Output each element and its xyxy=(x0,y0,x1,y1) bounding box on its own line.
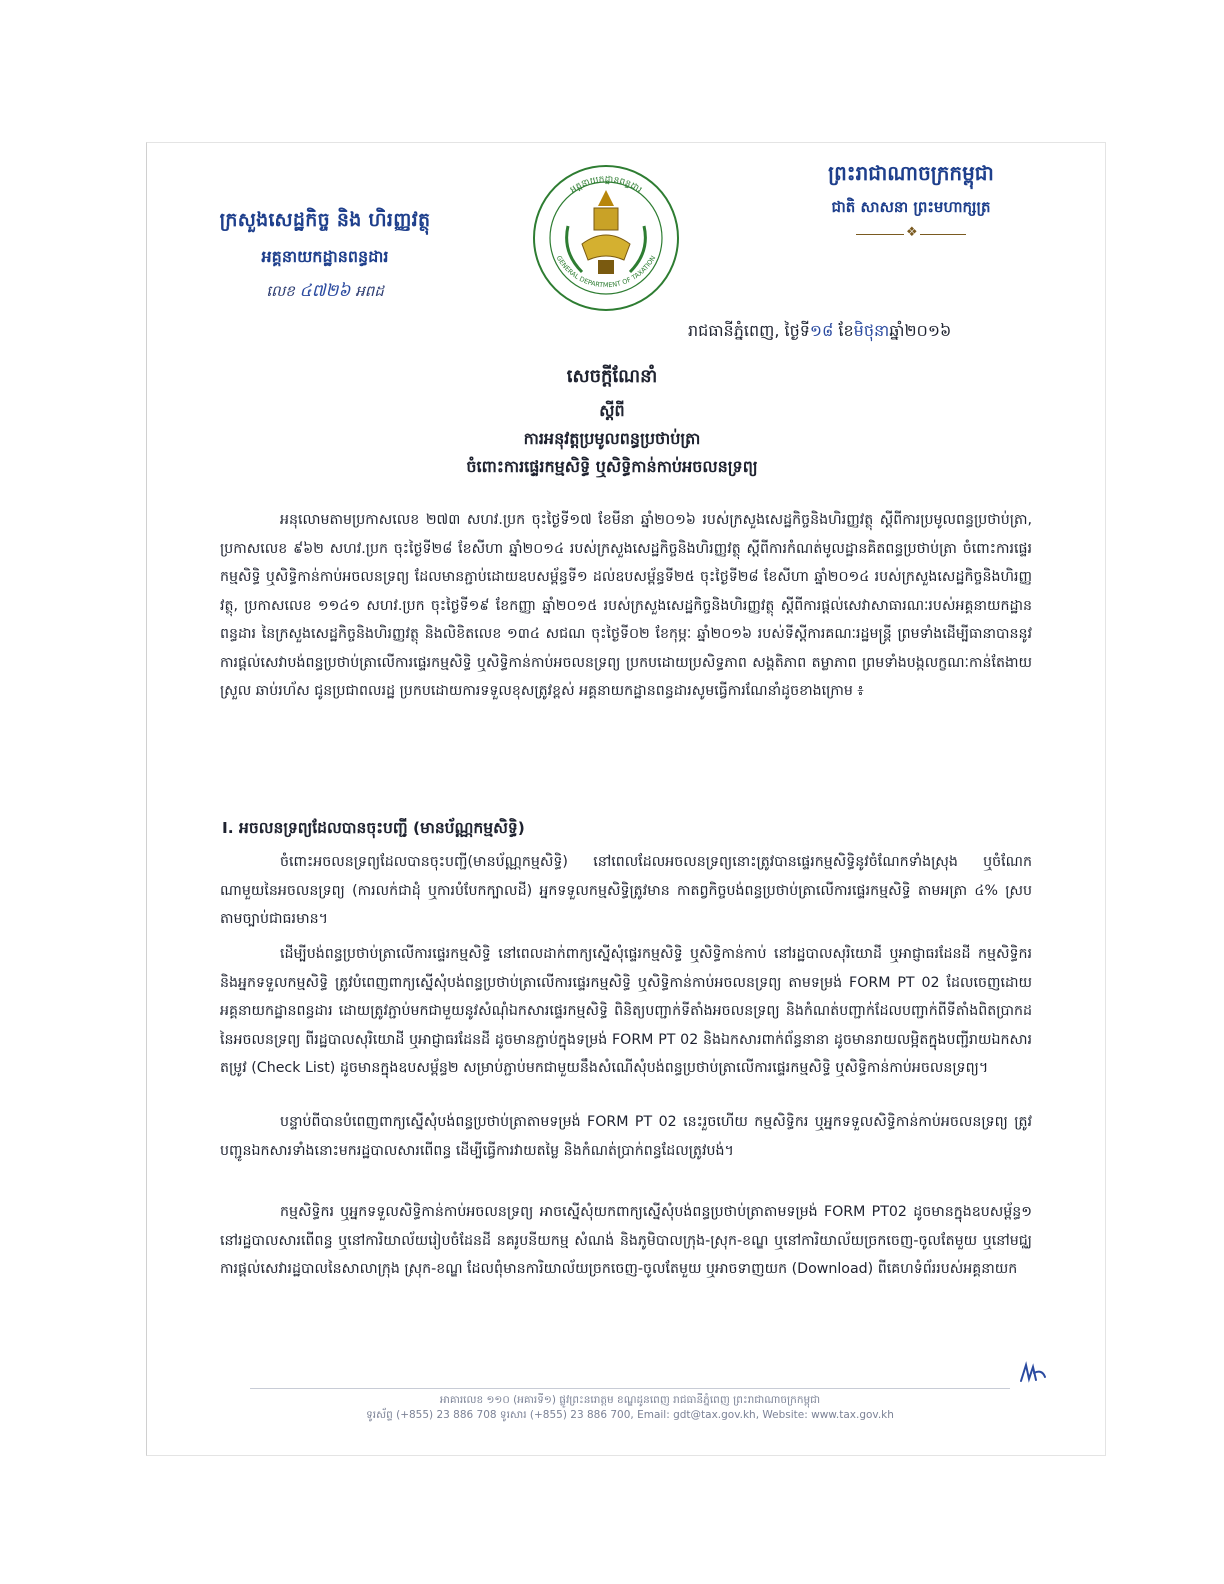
date-month-label: ខែ xyxy=(838,321,854,340)
footer-contact: ទូរស័ព្ទ (+855) 23 886 708 ទូរសារ (+855) 23 886 700, Email: gdt@tax.gov.kh, Website: www.tax.gov.kh xyxy=(366,1409,894,1421)
check-list-label: (Check List) xyxy=(251,1060,336,1076)
intro-paragraph xyxy=(220,506,1032,706)
kingdom-header xyxy=(776,160,1046,240)
date-month: មិថុនា xyxy=(853,321,890,340)
download-label: (Download) xyxy=(791,1261,874,1277)
form-code: FORM PT 02 xyxy=(612,1031,699,1048)
form-code: FORM PT02 xyxy=(823,1204,907,1220)
title-subject: ការអនុវត្តប្រមូលពន្ធប្រថាប់ត្រា xyxy=(523,429,701,448)
paragraph-a-text: ចំពោះអចលនទ្រព្យដែលបានចុះបញ្ជី(មានប័ណ្ណកម្មសិទ្ធិ) នៅពេលដែលអចលនទ្រព្យនោះត្រូវបានផ្ទេរកម្មសិទ្ធិនូវចំណែកទាំងស្រុង ឬចំណែកណាមួយនៃអចលនទ្រព្យ (ការលក់ជាដុំ ឬការបំបែកក្បាលដី) អ្នកទទួលកម្មសិទ្ធិត្រូវមាន កាតព្វកិច្ចបង់ពន្ធប្រថាប់ត្រាលើការផ្ទេរកម្មសិទ្ធិ តាមអត្រា ៤% ស្របតាមច្បាប់ជាធរមាន។ xyxy=(220,854,1032,927)
ministry-name: ក្រសួងសេដ្ឋកិច្ច និង ហិរញ្ញវត្ថុ xyxy=(219,209,431,231)
paragraph-c xyxy=(220,1108,1032,1165)
date-line xyxy=(688,320,951,344)
paragraph-c-text xyxy=(220,1108,1032,1165)
seal-text-top: អគ្គនាយកដ្ឋានពន្ធដារ xyxy=(568,174,644,196)
paragraph-c-part1: បន្ទាប់ពីបានបំពេញពាក្យស្នើសុំបង់ពន្ធប្រថាប់ត្រាតាមទម្រង់ xyxy=(280,1114,581,1130)
footer xyxy=(250,1393,1010,1423)
paragraph-b-part1: ដើម្បីបង់ពន្ធប្រថាប់ត្រាលើការផ្ទេរកម្មសិទ្ធិ នៅពេលដាក់ពាក្យស្នើសុំផ្ទេរកម្មសិទ្ធិ ឬសិទ្ធិកាន់កាប់ នៅរដ្ឋបាលសុរិយោដី ឬអាជ្ញាធរដែនដី កម្មសិទ្ធិករ និងអ្នកទទួលកម្មសិទ្ធិ ត្រូវបំពេញពាក្យស្នើសុំបង់ពន្ធប្រថាប់ត្រាលើការផ្ទេរកម្មសិទ្ធិ ឬសិទ្ធិកាន់កាប់អចលនទ្រព្យ តាមទម្រង់ xyxy=(220,946,1032,991)
date-year-label: ឆ្នាំ xyxy=(889,321,905,340)
paragraph-a xyxy=(220,848,1032,934)
footer-address: អាគារលេខ ១១០ (អគារទី១) ផ្លូវព្រះនរោត្តម ខណ្ឌដូនពេញ រាជធានីភ្នំពេញ ព្រះរាជាណាចក្រកម្ពុជា xyxy=(439,1394,821,1406)
date-year: ២០១៦ xyxy=(904,321,952,340)
intro-text: អនុលោមតាមប្រកាសលេខ ២៧៣ សហវ.ប្រក ចុះថ្ងៃទី១៧ ខែមីនា ឆ្នាំ២០១៦ របស់ក្រសួងសេដ្ឋកិច្ចនិងហិរញ្ញវត្ថុ ស្តីពីការប្រមូលពន្ធប្រថាប់ត្រា, ប្រកាសលេខ ៩៦២ សហវ.ប្រក ចុះថ្ងៃទី២៨ ខែសីហា ឆ្នាំ២០១៤ របស់ក្រសួងសេដ្ឋកិច្ចនិងហិរញ្ញវត្ថុ ស្តីពីការកំណត់មូលដ្ឋានគិតពន្ធប្រថាប់ត្រា ចំពោះការផ្ទេរកម្មសិទ្ធិ ឬសិទ្ធិកាន់កាប់អចលនទ្រព្យ ដែលមានភ្ជាប់ដោយឧបសម្ព័ន្ធទី១ ដល់ឧបសម្ព័ន្ធទី២៥ ចុះថ្ងៃទី២៨ ខែសីហា ឆ្នាំ២០១៤ របស់ក្រសួងសេដ្ឋកិច្ចនិងហិរញ្ញវត្ថុ, ប្រកាសលេខ ១១៤១ សហវ.ប្រក ចុះថ្ងៃទី១៩ ខែកញ្ញា ឆ្នាំ២០១៥ របស់ក្រសួងសេដ្ឋកិច្ចនិងហិរញ្ញវត្ថុ ស្តីពីការផ្តល់សេវាសាធារណៈរបស់អគ្គនាយកដ្ឋានពន្ធដារ នៃក្រសួងសេដ្ឋកិច្ចនិងហិរញ្ញវត្ថុ និងលិខិតលេខ ១៣៤ សជណ ចុះថ្ងៃទី០២ ខែកុម្ភៈ ឆ្នាំ២០១៦ របស់ទីស្តីការគណៈរដ្ឋមន្ត្រី ព្រមទាំងដើម្បីធានាបាននូវការផ្តល់សេវាបង់ពន្ធប្រថាប់ត្រាលើការផ្ទេរកម្មសិទ្ធិ ឬសិទ្ធិកាន់កាប់អចលនទ្រព្យ ប្រកបដោយប្រសិទ្ធភាព សង្គតិភាព តម្លាភាព ព្រមទាំងបង្កលក្ខណៈកាន់តែងាយស្រួល ឆាប់រហ័ស ជូនប្រជាពលរដ្ឋ ប្រកបដោយការទទួលខុសត្រូវខ្ពស់ អគ្គនាយកដ្ឋានពន្ធដារសូមធ្វើការណែនាំដូចខាងក្រោម ៖ xyxy=(220,512,1032,699)
title-subject-detail: ចំពោះការផ្ទេរកម្មសិទ្ធិ ឬសិទ្ធិកាន់កាប់អចលនទ្រព្យ xyxy=(466,457,758,476)
paragraph-d xyxy=(220,1198,1032,1284)
section-heading: I. អចលនទ្រព្យដែលបានចុះបញ្ជី (មានប័ណ្ណកម្មសិទ្ធិ) xyxy=(222,819,525,837)
date-prefix: រាជធានីភ្នំពេញ, ថ្ងៃទី xyxy=(688,321,810,340)
ref-prefix: លេខ xyxy=(266,282,295,300)
paragraph-b-part4: ដូចមានក្នុងឧបសម្ព័ន្ធ២ សម្រាប់ភ្ជាប់មកជាមួយនឹងសំណើសុំបង់ពន្ធប្រថាប់ត្រាលើការផ្ទេរកម្មសិទ្ធិ ឬសិទ្ធិកាន់កាប់អចលនទ្រព្យ។ xyxy=(339,1060,989,1076)
paragraph-c-part2: នេះរួចហើយ កម្មសិទ្ធិករ ឬអ្នកទទួលសិទ្ធិកាន់កាប់អចលនទ្រព្យ ត្រូវបញ្ជូនឯកសារទាំងនោះមករដ្ឋបាលសារពើពន្ធ ដើម្បីធ្វើការវាយតម្លៃ និងកំណត់ប្រាក់ពន្ធដែលត្រូវបង់។ xyxy=(220,1114,1033,1159)
department-name: អគ្គនាយកដ្ឋានពន្ធដារ xyxy=(261,247,389,266)
paragraph-d-part1: កម្មសិទ្ធិករ ឬអ្នកទទួលសិទ្ធិកាន់កាប់អចលនទ្រព្យ អាចស្នើសុំយកពាក្យស្នើសុំបង់ពន្ធប្រថាប់ត្រាតាមទម្រង់ xyxy=(280,1204,818,1220)
paragraph-d-text xyxy=(220,1198,1032,1284)
ministry-header xyxy=(190,208,460,305)
form-code: FORM PT 02 xyxy=(849,974,940,991)
paragraph-b-part3: និងឯកសារពាក់ព័ន្ធនានា ដូចមានរាយលម្អិតក្នុងបញ្ជីរាយឯកសារតម្រូវ xyxy=(220,1031,1033,1076)
initials-signature-icon xyxy=(1018,1361,1048,1385)
paragraph-b-part2: ដែលចេញដោយអគ្គនាយកដ្ឋានពន្ធដារ ដោយត្រូវភ្ជាប់មកជាមួយនូវសំណុំឯកសារផ្ទេរកម្មសិទ្ធិ ពិនិត្យបញ្ជាក់ទីតាំងអចលនទ្រព្យ និងកំណត់បញ្ជាក់ដែលបញ្ជាក់ពីទីតាំងពិតប្រាកដនៃអចលនទ្រព្យ ពីរដ្ឋបាលសុរិយោដី ឬអាជ្ញាធរដែនដី ដូចមានភ្ជាប់ក្នុងទម្រង់ xyxy=(220,974,1033,1048)
kingdom-name: ព្រះរាជាណាចក្រកម្ពុជា xyxy=(828,161,994,185)
ref-suffix: អពដ xyxy=(355,282,384,300)
title-about: ស្តីពី xyxy=(599,401,625,420)
form-code: FORM PT 02 xyxy=(587,1114,677,1130)
seal-text-bottom: GENERAL DEPARTMENT OF TAXATION xyxy=(554,254,658,290)
ornament-divider xyxy=(856,230,966,240)
ref-number: ៤៧២៦ xyxy=(299,281,351,301)
document-title: សេចក្តីណែនាំ xyxy=(566,366,658,387)
paragraph-b xyxy=(220,940,1032,1083)
date-day: ១៨ xyxy=(809,321,834,340)
kingdom-motto: ជាតិ សាសនា ព្រះមហាក្សត្រ xyxy=(831,198,991,216)
paragraph-d-part2: ដូចមានក្នុងឧបសម្ព័ន្ធ១ នៅរដ្ឋបាលសារពើពន្ធ ឬនៅការិយាល័យរៀបចំដែនដី នគរូបនីយកម្ម សំណង់ និងភូមិបាលក្រុង-ស្រុក-ខណ្ឌ ឬនៅការិយាល័យច្រកចេញ-ចូលតែមួយ ឬនៅមជ្ឈការផ្តល់សេវារដ្ឋបាលនៃសាលាក្រុង ស្រុក-ខណ្ឌ ដែលពុំមានការិយាល័យច្រកចេញ-ចូលតែមួយ ឬអាចទាញយក xyxy=(220,1204,1032,1277)
reference-number xyxy=(190,280,460,305)
footer-divider xyxy=(250,1388,1010,1389)
paragraph-b-text xyxy=(220,940,1032,1083)
paragraph-d-part3: ពីគេហទំព័ររបស់អគ្គនាយក xyxy=(877,1261,1018,1277)
gdt-seal-icon xyxy=(528,156,684,326)
